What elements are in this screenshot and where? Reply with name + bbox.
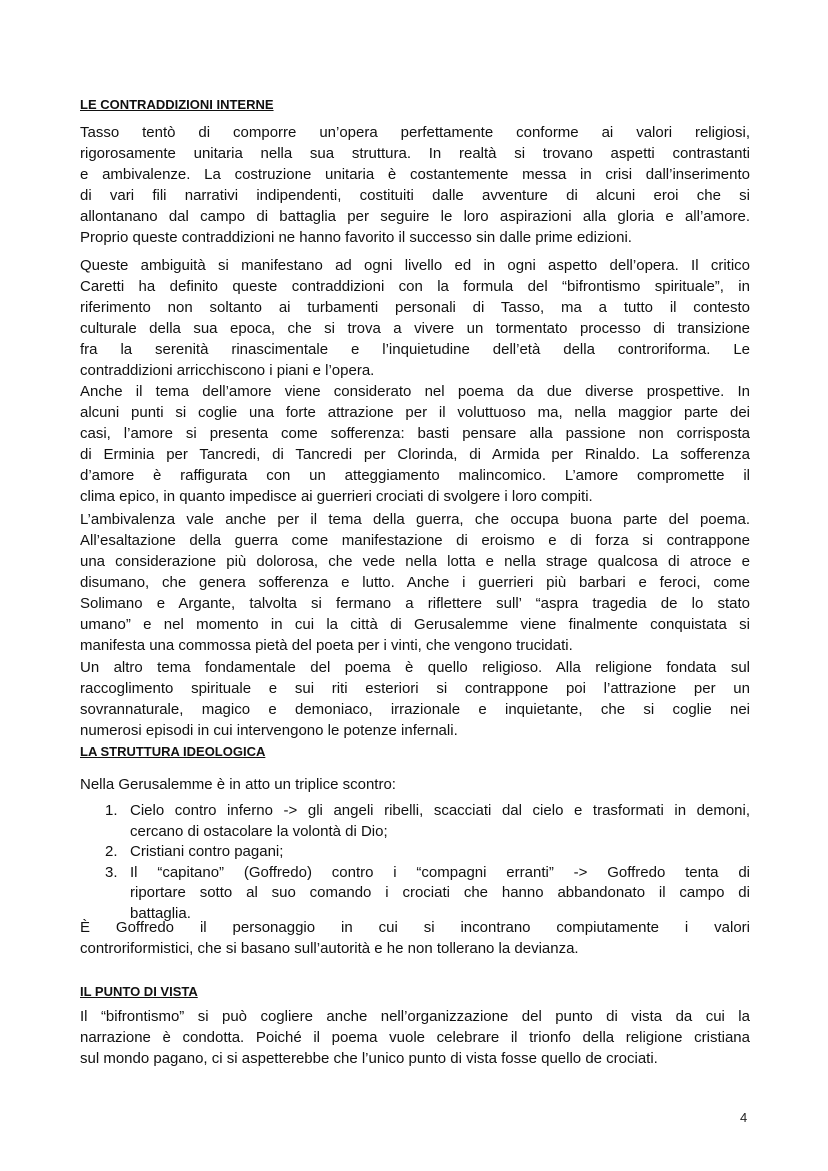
- text-line: Nella Gerusalemme è in atto un triplice scontro:: [80, 776, 396, 793]
- text-line: Caretti ha definito queste contraddizioni con la formula del “bifrontismo spirituale”, in: [80, 278, 750, 295]
- paragraph: [80, 917, 750, 959]
- paragraph: [80, 122, 750, 248]
- text-line: allontanano dal campo di battaglia per seguire le loro aspirazioni alla gloria e all’amore.: [80, 208, 750, 225]
- list-number: 1.: [105, 802, 118, 819]
- paragraph: [80, 255, 750, 381]
- list-number: 3.: [105, 863, 118, 881]
- text-line: Tasso tentò di comporre un’opera perfettamente conforme ai valori religiosi,: [80, 124, 750, 141]
- text-line: riportare sotto al suo comando i crociati che hanno abbandonato il campo di: [130, 884, 750, 901]
- section-heading: LE CONTRADDIZIONI INTERNE: [80, 97, 274, 112]
- text-line: riferimento non soltanto ai turbamenti personali di Tasso, ma a tutto il contesto: [80, 299, 750, 316]
- text-line: manifesta una commossa pietà del poeta per i vinti, che vengono trucidati.: [80, 637, 573, 654]
- text-line: All’esaltazione della guerra come manifestazione di eroismo e di forza si contrappone: [80, 532, 750, 549]
- text-line: Queste ambiguità si manifestano ad ogni livello ed in ogni aspetto dell’opera. Il critico: [80, 257, 750, 274]
- text-line: Il “bifrontismo” si può cogliere anche nell’organizzazione del punto di vista da cui la: [80, 1008, 750, 1025]
- text-line: controriformistici, che si basano sull’autorità e he non tollerano la devianza.: [80, 940, 579, 957]
- text-line: Cristiani contro pagani;: [130, 843, 284, 860]
- text-line: di Erminia per Tancredi, di Tancredi per Clorinda, di Armida per Rinaldo. La sofferenza: [80, 446, 750, 463]
- list-item: [105, 842, 750, 863]
- paragraph: [80, 774, 750, 795]
- text-line: Il “capitano” (Goffredo) contro i “compagni erranti” -> Goffredo tenta di: [130, 863, 750, 881]
- section-heading: IL PUNTO DI VISTA: [80, 984, 198, 999]
- text-line: fra la serenità rinascimentale e l’inquietudine dell’età della controriforma. Le: [80, 341, 750, 358]
- text-line: casi, l’amore si presenta come sofferenza: basti pensare alla passione non corrisposta: [80, 425, 750, 442]
- text-line: contraddizioni arricchiscono i piani e l’opera.: [80, 362, 375, 379]
- paragraph: [80, 509, 750, 656]
- text-line: umano” e nel momento in cui la città di Gerusalemme viene finalmente conquistata si: [80, 616, 750, 633]
- text-line: L’ambivalenza vale anche per il tema della guerra, che occupa buona parte del poema.: [80, 511, 750, 528]
- text-line: raccoglimento spirituale e sui riti esteriori si contrappone poi l’attrazione per un: [80, 680, 750, 697]
- text-line: Un altro tema fondamentale del poema è quello religioso. Alla religione fondata sul: [80, 659, 750, 676]
- text-line: Anche il tema dell’amore viene considerato nel poema da due diverse prospettive. In: [80, 383, 750, 400]
- text-line: e ambivalenze. La costruzione unitaria è costantemente messa in crisi dall’inserimento: [80, 166, 750, 183]
- section-heading: LA STRUTTURA IDEOLOGICA: [80, 744, 266, 759]
- list-item: [105, 863, 750, 925]
- text-line: Cielo contro inferno -> gli angeli ribelli, scacciati dal cielo e trasformati in demoni,: [130, 802, 750, 819]
- text-line: battaglia.: [130, 904, 191, 922]
- text-line: di vari fili narrativi indipendenti, costituiti dalle avventure di alcuni eroi che si: [80, 187, 750, 204]
- paragraph: [80, 657, 750, 741]
- text-line: È Goffredo il personaggio in cui si incontrano compiutamente i valori: [80, 919, 750, 936]
- paragraph: [80, 1006, 750, 1069]
- text-line: rigorosamente unitaria nella sua struttura. In realtà si trovano aspetti contrastanti: [80, 145, 750, 162]
- text-line: narrazione è condotta. Poiché il poema vuole celebrare il trionfo della religione cristiana: [80, 1029, 750, 1046]
- text-line: alcuni punti si coglie una forte attrazione per il voluttuoso ma, nella maggior parte dei: [80, 404, 750, 421]
- text-line: cercano di ostacolare la volontà di Dio;: [130, 822, 388, 840]
- text-line: sovrannaturale, magico e demoniaco, irrazionale e inquietante, che si coglie nei: [80, 701, 750, 718]
- list-item: [105, 801, 750, 842]
- text-line: culturale della sua epoca, che si trova a vivere un tormentato processo di transizione: [80, 320, 750, 337]
- text-line: d’amore è raffigurata con un atteggiamento malincomico. L’amore compromette il: [80, 467, 750, 484]
- paragraph: [80, 381, 750, 507]
- text-line: disumano, che genera sofferenza e lutto. Anche i guerrieri più barbari e feroci, come: [80, 574, 750, 591]
- text-line: sul mondo pagano, ci si aspetterebbe che l’unico punto di vista fosse quello de crociati.: [80, 1050, 658, 1067]
- text-line: numerosi episodi in cui intervengono le potenze infernali.: [80, 722, 458, 739]
- text-line: Proprio queste contraddizioni ne hanno favorito il successo sin dalle prime edizioni.: [80, 229, 632, 246]
- text-line: una considerazione più dolorosa, che vede nella lotta e nella strage qualcosa di atroce e: [80, 553, 750, 570]
- numbered-list: [105, 801, 750, 924]
- text-line: clima epico, in quanto impedisce ai guerrieri crociati di svolgere i loro compiti.: [80, 488, 593, 505]
- list-number: 2.: [105, 843, 118, 860]
- page-number: 4: [740, 1110, 748, 1125]
- text-line: Solimano e Argante, talvolta si fermano a riflettere sull’ “aspra tragedia de lo stato: [80, 595, 750, 612]
